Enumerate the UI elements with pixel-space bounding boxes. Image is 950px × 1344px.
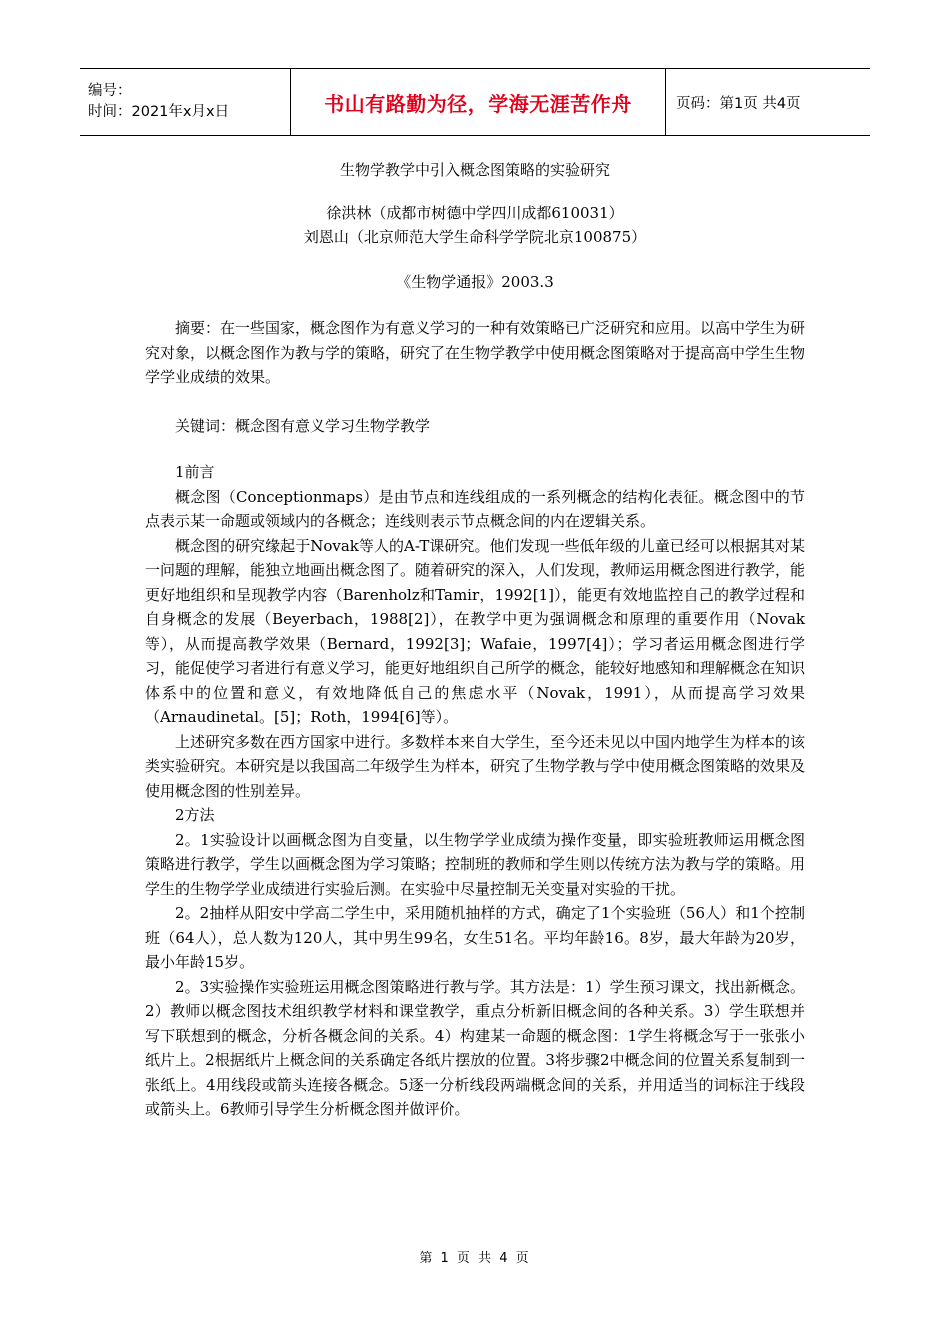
author-1: 徐洪林（成都市树德中学四川成都610031） [326, 203, 624, 222]
paragraph-2: 概念图的研究缘起于Novak等人的A-T课研究。他们发现一些低年级的儿童已经可以根据其对某一问题的理解，能独立地画出概念图了。随着研究的深入，人们发现，教师运用概念图进行教学，能更好地组织和呈现教学内容（Barenholz和Tamir，1992[1]），能更有效地监控自己的教学过程和自身概念的发展（Beyerbach，1988[2]），在教学中更为强调概念和原理的重要作用（Novak等），从而提高教学效果（Bernard，1992[3]；Wafaie，1997[4]）；学习者运用概念图进行学习，能促使学习者进行有意义学习，能更好地组织自己所学的概念，能较好地感知和理解概念在知识体系中的位置和意义，有效地降低自己的焦虑水平（Novak，1991），从而提高学习效果（Arnaudinetal。[5]；Roth，1994[6]等）。 [145, 536, 806, 726]
paragraph-1: 概念图（Conceptionmaps）是由节点和连线组成的一系列概念的结构化表征。概念图中的节点表示某一命题或领域内的各概念；连线则表示节点概念间的内在逻辑关系。 [145, 487, 805, 530]
keywords: 关键词：概念图有意义学习生物学教学 [175, 416, 431, 435]
paragraph-3: 上述研究多数在西方国家中进行。多数样本来自大学生，至今还未见以中国内地学生为样本的该类实验研究。本研究是以我国高二年级学生为样本，研究了生物学教与学中使用概念图策略的效果及使用概念图的性别差异。 [145, 732, 806, 800]
paragraph-4: 2。1实验设计以画概念图为自变量，以生物学学业成绩为操作变量，即实验班教师运用概念图策略进行教学，学生以画概念图为学习策略；控制班的教师和学生则以传统方法为教与学的策略。用学生的生物学学业成绩进行实验后测。在实验中尽量控制无关变量对实验的干扰。 [145, 830, 806, 898]
section-2-heading: 2方法 [175, 806, 215, 824]
section-1-heading: 1前言 [175, 463, 215, 481]
motto-text: 书山有路勤为径，学海无涯苦作舟 [324, 91, 632, 116]
author-2: 刘恩山（北京师范大学生命科学学院北京100875） [303, 228, 647, 246]
article-title: 生物学教学中引入概念图策略的实验研究 [339, 161, 610, 179]
abstract: 摘要：在一些国家，概念图作为有意义学习的一种有效策略已广泛研究和应用。以高中学生为研究对象，以概念图作为教与学的策略，研究了在生物学教学中使用概念图策略对于提高高中学生生物学学业成绩的效果。 [145, 319, 806, 386]
page-code: 页码：第1页 共4页 [676, 95, 801, 112]
paragraph-6: 2。3实验操作实验班运用概念图策略进行教与学。其方法是：1）学生预习课文，找出新概念。2）教师以概念图技术组织教学材料和课堂教学，重点分析新旧概念间的各种关系。3）学生联想并写下联想到的概念，分析各概念间的关系。4）构建某一命题的概念图：1学生将概念写于一张张小纸片上。2根据纸片上概念间的关系确定各纸片摆放的位置。3将步骤2中概念间的位置关系复制到一张纸上。4用线段或箭头连接各概念。5逐一分析线段两端概念间的关系，并用适当的词标注于线段或箭头上。6教师引导学生分析概念图并做评价。 [145, 977, 805, 1118]
serial-label: 编号： [88, 83, 132, 99]
author-block [145, 201, 805, 250]
paragraph-5: 2。2抽样从阳安中学高二学生中，采用随机抽样的方式，确定了1个实验班（56人）和1个控制班（64人），总人数为120人，其中男生99名，女生51名。平均年龄16。8岁，最大年龄为20岁，最小年龄15岁。 [145, 904, 805, 971]
time-label: 时间：2021年x月x日 [88, 104, 230, 120]
page-header [80, 68, 870, 136]
article-body [145, 150, 805, 1122]
header-page-cell [666, 69, 871, 136]
header-motto-cell [291, 69, 666, 136]
header-meta-cell [80, 69, 291, 136]
page-footer: 第 1 页 共 4 页 [419, 1251, 531, 1266]
journal-citation: 《生物学通报》2003.3 [396, 272, 554, 291]
